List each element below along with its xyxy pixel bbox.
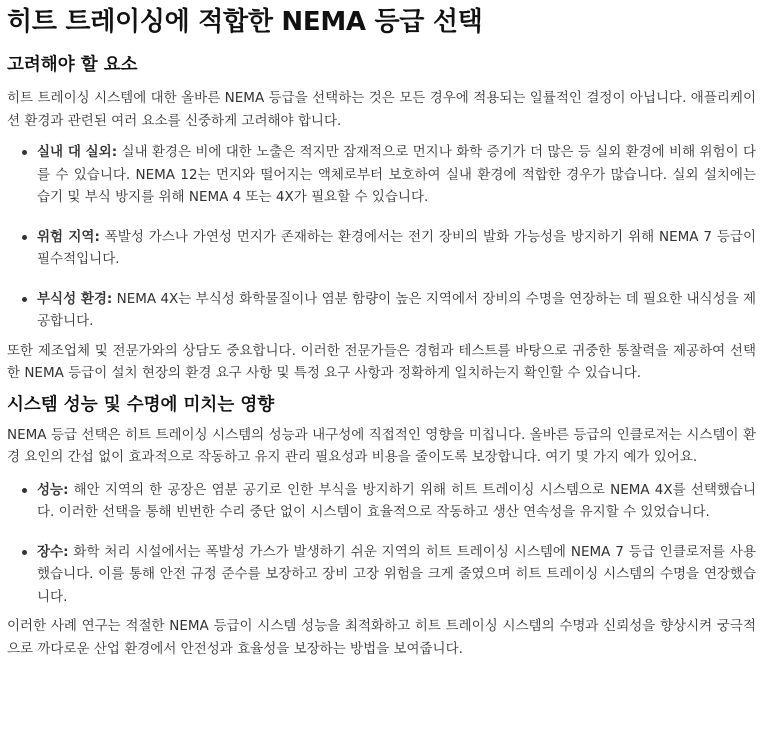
list-item-text: 폭발성 가스나 가연성 먼지가 존재하는 환경에서는 전기 장비의 발화 가능성을 방지하기 위해 NEMA 7 등급이 필수적입니다. — [37, 228, 757, 267]
section-heading-factors: 고려해야 할 요소 — [7, 55, 138, 75]
list-item — [37, 288, 756, 333]
list-item-text: 해안 지역의 한 공장은 염분 공기로 인한 부식을 방지하기 위해 히트 트레이싱 시스템으로 NEMA 4X를 선택했습니다. 이러한 선택을 통해 빈번한 수리 중단 없이 시스템이 효율적으로 작동하고 생산 연속성을 유지할 수 있었습니다. — [37, 481, 756, 520]
page-title: 히트 트레이싱에 적합한 NEMA 등급 선택 — [7, 7, 483, 37]
section-intro-paragraph: 히트 트레이싱 시스템에 대한 올바른 NEMA 등급을 선택하는 것은 모든 경우에 적용되는 일률적인 결정이 아닙니다. 애플리케이션 환경과 관련된 여러 요소를 신중하게 고려해야 합니다. — [7, 90, 756, 129]
section-intro-paragraph: NEMA 등급 선택은 히트 트레이싱 시스템의 성능과 내구성에 직접적인 영향을 미칩니다. 올바른 등급의 인클로저는 시스템이 환경 요인의 간섭 없이 효과적으로 작동하고 유지 관리 필요성과 비용을 줄이도록 보장합니다. 여기 몇 가지 예가 있어요. — [7, 426, 756, 465]
section-heading-impact: 시스템 성능 및 수명에 미치는 영향 — [7, 394, 275, 415]
list-item — [37, 479, 756, 524]
list-item — [37, 141, 756, 209]
list-item — [37, 541, 756, 609]
bullet-icon — [22, 297, 27, 302]
bullet-icon — [22, 488, 27, 493]
consultation-paragraph: 또한 제조업체 및 전문가와의 상담도 중요합니다. 이러한 전문가들은 경험과 테스트를 바탕으로 귀중한 통찰력을 제공하여 선택한 NEMA 등급이 설치 현장의 환경 요구 사항 및 특정 요구 사항과 정확하게 일치하는지 확인할 수 있습니다. — [7, 342, 756, 381]
list-item-text: 실내 환경은 비에 대한 노출은 적지만 잠재적으로 먼지나 화학 증기가 더 많은 등 실외 환경에 비해 위험이 다를 수 있습니다. NEMA 12는 먼지와 떨어지는 액체로부터 보호하여 실내 환경에 적합한 경우가 많습니다. 실외 설치에는 습기 및 부식 방지를 위해 NEMA 4 또는 4X가 필요할 수 있습니다. — [37, 144, 756, 205]
closing-paragraph: 이러한 사례 연구는 적절한 NEMA 등급이 시스템 성능을 최적화하고 히트 트레이싱 시스템의 수명과 신뢰성을 향상시켜 궁극적으로 까다로운 산업 환경에서 안전성과 효율성을 보장하는 방법을 보여줍니다. — [7, 618, 756, 657]
list-item-label: 위험 지역: — [37, 228, 100, 245]
bullet-icon — [22, 150, 27, 155]
list-item — [37, 226, 756, 271]
list-item-label: 성능: — [37, 481, 69, 498]
factors-list — [7, 141, 756, 333]
list-item-label: 실내 대 실외: — [37, 144, 118, 160]
list-item-text: NEMA 4X는 부식성 화학물질이나 염분 함량이 높은 지역에서 장비의 수명을 연장하는 데 필요한 내식성을 제공합니다. — [37, 290, 756, 329]
list-item-label: 장수: — [37, 543, 69, 560]
examples-list — [7, 479, 756, 609]
list-item-text: 화학 처리 시설에서는 폭발성 가스가 발생하기 쉬운 지역의 히트 트레이싱 시스템에 NEMA 7 등급 인클로저를 사용했습니다. 이를 통해 안전 규정 준수를 보장하고 장비 고장 위험을 크게 줄였으며 히트 트레이싱 시스템의 수명을 연장했습니다. — [37, 543, 756, 605]
list-item-label: 부식성 환경: — [37, 290, 113, 307]
bullet-icon — [22, 550, 27, 555]
bullet-icon — [22, 235, 27, 240]
